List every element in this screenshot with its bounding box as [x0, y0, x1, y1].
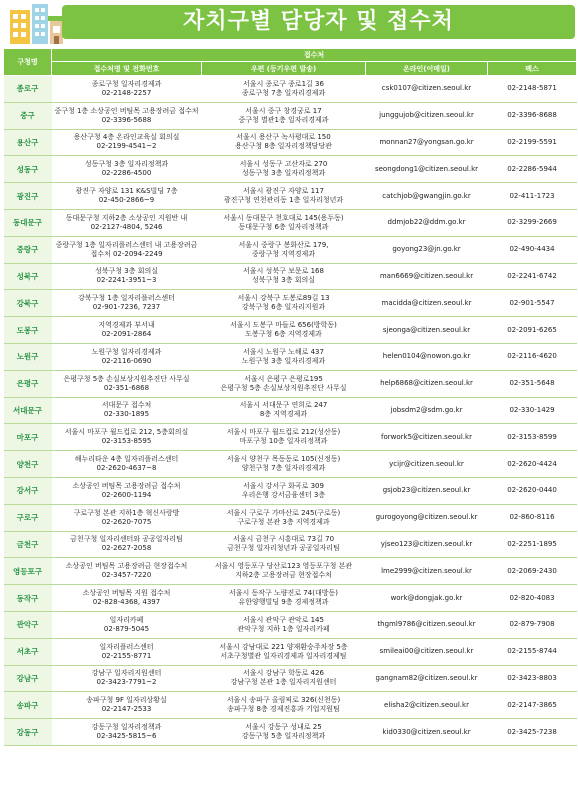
- office-name-phone: 지역경제과 부서내 02-2091-2864: [52, 317, 202, 344]
- fax-number: 02-330-1429: [488, 397, 577, 424]
- office-name-phone: 중랑구청 1층 일자리플러스센터 내 고용장려금 접수처 02-2094-2249: [52, 236, 202, 263]
- table-row: [4, 719, 577, 746]
- table-row: [4, 76, 577, 103]
- table-row: [4, 236, 577, 263]
- email-address: sjeonga@citizen.seoul.kr: [366, 317, 488, 344]
- email-address: gurogoyong@citizen.seoul.kr: [366, 504, 488, 531]
- district-name: 용산구: [4, 129, 52, 156]
- office-name-phone: 강남구 일자리지원센터 02-3423-7791~2: [52, 665, 202, 692]
- fax-number: 02-2155-8744: [488, 638, 577, 665]
- district-name: 은평구: [4, 370, 52, 397]
- fax-number: 02-2251-1895: [488, 531, 577, 558]
- postal-address: 서울시 중구 창경궁로 17 중구청 별관1층 일자리경제과: [202, 102, 366, 129]
- email-address: junggujob@citizen.seoul.kr: [366, 102, 488, 129]
- email-address: forwork5@citizen.seoul.kr: [366, 424, 488, 451]
- office-name-phone: 해누리타운 4층 일자리플러스센터 02-2620-4637~8: [52, 451, 202, 478]
- email-address: seongdong1@citizen.seoul.kr: [366, 156, 488, 183]
- postal-address: 서울시 광진구 자양로 117 광진구청 연천관리동 1층 일자리청년과: [202, 183, 366, 210]
- postal-address: 서울시 은평구 은평로195 은평구청 5층 손실보상지원추진단 사무실: [202, 370, 366, 397]
- postal-address: 서울시 강남대로 221 양재환승주차장 5층 서초구청별관 일자리경제과 일자리경제팀: [202, 638, 366, 665]
- fax-number: 02-2148-5871: [488, 76, 577, 103]
- postal-address: 서울시 강서구 화곡로 309 우리은행 강서금융센터 3층: [202, 477, 366, 504]
- office-name-phone: 서울시 마포구 월드컵로 212, 5층회의실 02-3153-8595: [52, 424, 202, 451]
- email-address: jobsdm2@sdm.go.kr: [366, 397, 488, 424]
- district-name: 구로구: [4, 504, 52, 531]
- office-name-phone: 서대문구 접수처 02-330-1895: [52, 397, 202, 424]
- table-row: [4, 290, 577, 317]
- header-name: 접수처명 및 전화번호: [52, 62, 202, 76]
- email-address: ddmjob22@ddm.go.kr: [366, 209, 488, 236]
- postal-address: 서울시 노원구 노해로 437 노원구청 3층 일자리경제과: [202, 343, 366, 370]
- email-address: kid0330@citizen.seoul.kr: [366, 719, 488, 746]
- district-name: 강남구: [4, 665, 52, 692]
- fax-number: 02-3423-8803: [488, 665, 577, 692]
- table-row: [4, 692, 577, 719]
- table-row: [4, 129, 577, 156]
- fax-number: 02-2620-4424: [488, 451, 577, 478]
- fax-number: 02-2147-3865: [488, 692, 577, 719]
- office-name-phone: 구로구청 본관 지하1층 혁신사랑방 02-2620-7075: [52, 504, 202, 531]
- table-row: [4, 343, 577, 370]
- header-gu: 구청명: [4, 49, 52, 76]
- header-online: 온라인(이메일): [366, 62, 488, 76]
- email-address: gsjob23@citizen.seoul.kr: [366, 477, 488, 504]
- district-name: 종로구: [4, 76, 52, 103]
- table-row: [4, 531, 577, 558]
- table-row: [4, 665, 577, 692]
- fax-number: 02-2286-5944: [488, 156, 577, 183]
- fax-number: 02-3396-8688: [488, 102, 577, 129]
- postal-address: 서울시 금천구 시흥대로 73길 70 금천구청 일자리청년과 공공일자리팀: [202, 531, 366, 558]
- email-address: lme2999@citizen.seoul.kr: [366, 558, 488, 585]
- fax-number: 02-860-8116: [488, 504, 577, 531]
- office-name-phone: 송파구청 9F 일자리상황실 02-2147-2533: [52, 692, 202, 719]
- header-post: 우편 (등기우편 발송): [202, 62, 366, 76]
- office-name-phone: 중구청 1층 소상공인 버팀목 고용장려금 접수처 02-3396-5688: [52, 102, 202, 129]
- fax-number: 02-2241-6742: [488, 263, 577, 290]
- email-address: man6669@citizen.seoul.kr: [366, 263, 488, 290]
- fax-number: 02-820-4083: [488, 585, 577, 612]
- postal-address: 서울시 종로구 종로1길 36 종로구청 7층 일자리경제과: [202, 76, 366, 103]
- postal-address: 서울시 도봉구 마들로 656(방학동) 도봉구청 6층 지역경제과: [202, 317, 366, 344]
- email-address: gangnam82@citizen.seoul.kr: [366, 665, 488, 692]
- fax-number: 02-2116-4620: [488, 343, 577, 370]
- table-row: [4, 611, 577, 638]
- district-name: 송파구: [4, 692, 52, 719]
- table-row: [4, 585, 577, 612]
- table-row: [4, 317, 577, 344]
- office-name-phone: 종로구청 일자리경제과 02-2148-2257: [52, 76, 202, 103]
- email-address: help6868@citizen.seoul.kr: [366, 370, 488, 397]
- email-address: catchjob@gwangjin.go.kr: [366, 183, 488, 210]
- district-name: 동작구: [4, 585, 52, 612]
- district-name: 성북구: [4, 263, 52, 290]
- fax-number: 02-2620-0440: [488, 477, 577, 504]
- header-group: 접수처: [52, 49, 577, 62]
- district-name: 중구: [4, 102, 52, 129]
- district-name: 서초구: [4, 638, 52, 665]
- contact-table: [3, 48, 577, 746]
- fax-number: 02-3153-8599: [488, 424, 577, 451]
- office-name-phone: 광진구 자양로 131 K&S빌딩 7층 02-450-2866~9: [52, 183, 202, 210]
- district-name: 노원구: [4, 343, 52, 370]
- office-name-phone: 은평구청 5층 손실보상지원추진단 사무실 02-351-6868: [52, 370, 202, 397]
- office-name-phone: 소상공인 버팀목 고용장려금 접수처 02-2600-1194: [52, 477, 202, 504]
- email-address: macidda@citizen.seoul.kr: [366, 290, 488, 317]
- table-row: [4, 263, 577, 290]
- email-address: smileai00@citizen.seoul.kr: [366, 638, 488, 665]
- header-fax: 팩스: [488, 62, 577, 76]
- postal-address: 서울시 강남구 학동로 426 강남구청 본관 1층 일자리지원센터: [202, 665, 366, 692]
- email-address: csk0107@citizen.seoul.kr: [366, 76, 488, 103]
- fax-number: 02-901-5547: [488, 290, 577, 317]
- district-name: 광진구: [4, 183, 52, 210]
- office-name-phone: 강동구청 일자리정책과 02-3425-5815~6: [52, 719, 202, 746]
- district-name: 도봉구: [4, 317, 52, 344]
- district-name: 강서구: [4, 477, 52, 504]
- fax-number: 02-2091-6265: [488, 317, 577, 344]
- email-address: helen0104@nowon.go.kr: [366, 343, 488, 370]
- office-name-phone: 용산구청 4층 온라인교육실 회의실 02-2199-4541~2: [52, 129, 202, 156]
- table-row: [4, 504, 577, 531]
- postal-address: 서울시 강북구 도봉로89길 13 강북구청 6층 일자리지원과: [202, 290, 366, 317]
- table-row: [4, 209, 577, 236]
- table-row: [4, 451, 577, 478]
- table-row: [4, 477, 577, 504]
- table-row: [4, 102, 577, 129]
- district-name: 동대문구: [4, 209, 52, 236]
- district-name: 성동구: [4, 156, 52, 183]
- office-name-phone: 노원구청 일자리경제과 02-2116-0690: [52, 343, 202, 370]
- table-row: [4, 638, 577, 665]
- table-row: [4, 370, 577, 397]
- email-address: elisha2@citizen.seoul.kr: [366, 692, 488, 719]
- district-name: 영등포구: [4, 558, 52, 585]
- email-address: monnan27@yongsan.go.kr: [366, 129, 488, 156]
- district-name: 관악구: [4, 611, 52, 638]
- building-illustration-icon: [8, 2, 64, 44]
- fax-number: 02-411-1723: [488, 183, 577, 210]
- district-name: 서대문구: [4, 397, 52, 424]
- district-name: 강북구: [4, 290, 52, 317]
- fax-number: 02-879-7908: [488, 611, 577, 638]
- postal-address: 서울시 양천구 목동동로 105(신정동) 양천구청 7층 일자리경제과: [202, 451, 366, 478]
- office-name-phone: 일자리카페 02-879-5045: [52, 611, 202, 638]
- office-name-phone: 일자리플러스센터 02-2155-8771: [52, 638, 202, 665]
- district-name: 양천구: [4, 451, 52, 478]
- postal-address: 서울시 용산구 녹사평대로 150 용산구청 8층 일자리정책담당관: [202, 129, 366, 156]
- page-title: 자치구별 담당자 및 접수처: [183, 9, 454, 34]
- email-address: thgml9786@citizen.seoul.kr: [366, 611, 488, 638]
- email-address: yjseo123@citizen.seoul.kr: [366, 531, 488, 558]
- table-row: [4, 424, 577, 451]
- postal-address: 서울시 동대문구 천호대로 145(용두동) 동대문구청 6층 일자리정책과: [202, 209, 366, 236]
- fax-number: 02-2199-5591: [488, 129, 577, 156]
- fax-number: 02-3299-2669: [488, 209, 577, 236]
- table-row: [4, 156, 577, 183]
- page-header: [0, 0, 578, 46]
- postal-address: 서울시 송파구 올림픽로 326(신천동) 송파구청 8층 경제진흥과 기업지원팀: [202, 692, 366, 719]
- district-name: 금천구: [4, 531, 52, 558]
- email-address: ycijr@citizen.seoul.kr: [366, 451, 488, 478]
- fax-number: 02-490-4434: [488, 236, 577, 263]
- fax-number: 02-2069-2430: [488, 558, 577, 585]
- table-row: [4, 183, 577, 210]
- office-name-phone: 소상공인 버팀목 지원 접수처 02-828-4368, 4397: [52, 585, 202, 612]
- office-name-phone: 금천구청 일자리센터와 공공일자리팀 02-2627-2058: [52, 531, 202, 558]
- fax-number: 02-351-5648: [488, 370, 577, 397]
- postal-address: 서울시 성동구 고산자로 270 성동구청 3층 일자리정책과: [202, 156, 366, 183]
- email-address: goyong23@jn.go.kr: [366, 236, 488, 263]
- office-name-phone: 소상공인 버팀목 고용장려금 현장접수처 02-3457-7220: [52, 558, 202, 585]
- district-name: 마포구: [4, 424, 52, 451]
- postal-address: 서울시 마포구 월드컵로 212(성산동) 마포구청 10층 일자리정책과: [202, 424, 366, 451]
- table-row: [4, 397, 577, 424]
- postal-address: 서울시 성북구 보문로 168 성북구청 3층 회의실: [202, 263, 366, 290]
- postal-address: 서울시 관악구 관악로 145 관악구청 지하 1층 일자리카페: [202, 611, 366, 638]
- postal-address: 서울시 구로구 가마산로 245(구로동) 구로구청 본관 3층 지역경제과: [202, 504, 366, 531]
- email-address: work@dongjak.go.kr: [366, 585, 488, 612]
- postal-address: 서울시 강동구 성내로 25 강동구청 5층 일자리정책과: [202, 719, 366, 746]
- office-name-phone: 동대문구청 지하2층 소상공인 지원반 내 02-2127-4804, 5246: [52, 209, 202, 236]
- district-name: 중랑구: [4, 236, 52, 263]
- postal-address: 서울시 중랑구 봉화산로 179, 중랑구청 지역경제과: [202, 236, 366, 263]
- postal-address: 서울시 동작구 노량진로 74(대방동) 유한양행빌딩 9층 경제정책과: [202, 585, 366, 612]
- office-name-phone: 강북구청 1층 일자리플러스센터 02-901-7236, 7237: [52, 290, 202, 317]
- fax-number: 02-3425-7238: [488, 719, 577, 746]
- office-name-phone: 성동구청 3층 일자리정책과 02-2286-4500: [52, 156, 202, 183]
- office-name-phone: 성북구청 3층 회의실 02-2241-3951~3: [52, 263, 202, 290]
- table-row: [4, 558, 577, 585]
- postal-address: 서울시 서대문구 연희로 247 8층 지역경제과: [202, 397, 366, 424]
- district-name: 강동구: [4, 719, 52, 746]
- postal-address: 서울시 영등포구 당산로123 영등포구청 본관 지하2층 고용장려금 현장접수처: [202, 558, 366, 585]
- table-body: [4, 76, 577, 746]
